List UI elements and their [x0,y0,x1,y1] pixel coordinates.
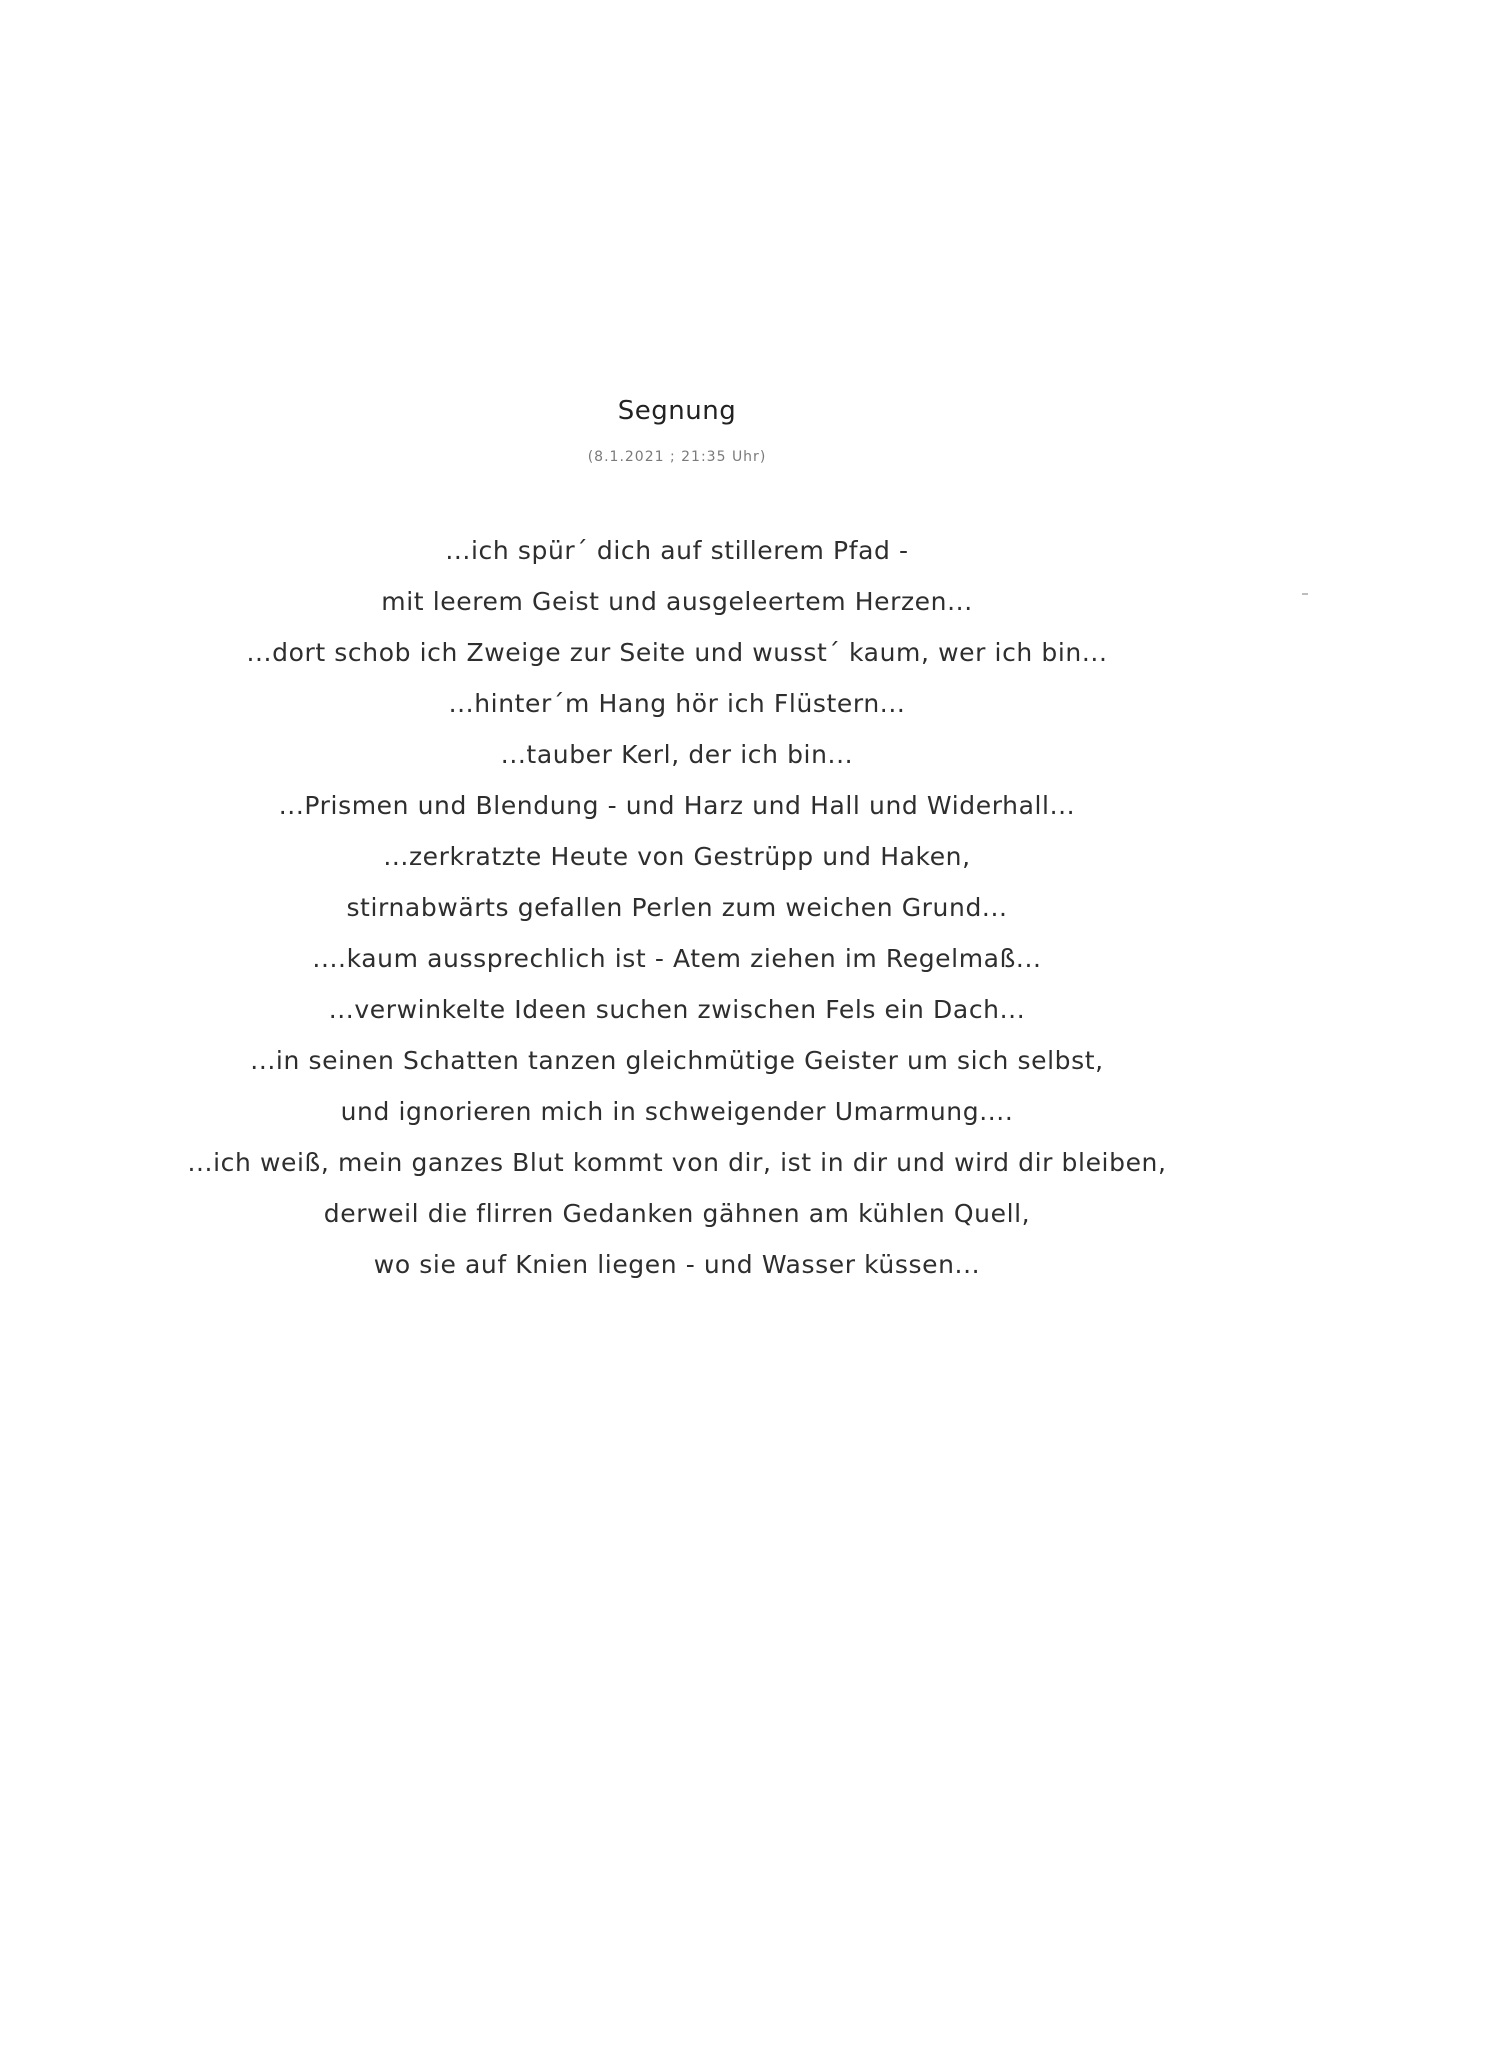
poem-line: ...zerkratzte Heute von Gestrüpp und Haken, [383,842,971,871]
poem-line: ...Prismen und Blendung - und Harz und Hall und Widerhall... [278,791,1076,820]
poem-line: ...ich weiß, mein ganzes Blut kommt von dir, ist in dir und wird dir bleiben, [187,1148,1167,1177]
poem-line: ...dort schob ich Zweige zur Seite und wusst´ kaum, wer ich bin... [246,638,1108,667]
poem-body [0,525,1354,1290]
poem-line: ....kaum aussprechlich ist - Atem ziehen im Regelmaß... [312,944,1042,973]
poem-line: wo sie auf Knien liegen - und Wasser küssen... [373,1250,981,1279]
poem-line: ...verwinkelte Ideen suchen zwischen Fels ein Dach... [328,995,1026,1024]
poem-line: ...in seinen Schatten tanzen gleichmütige Geister um sich selbst, [250,1046,1104,1075]
poem-title: Segnung [617,396,737,426]
poem-line: ...ich spür´ dich auf stillerem Pfad - [445,536,909,565]
poem-line: ...hinter´m Hang hör ich Flüstern... [448,689,906,718]
poem-line: ...tauber Kerl, der ich bin... [500,740,854,769]
poem-line: derweil die flirren Gedanken gähnen am kühlen Quell, [323,1199,1031,1228]
poem-line: mit leerem Geist und ausgeleertem Herzen... [381,587,973,616]
poem-line: und ignorieren mich in schweigender Umarmung.... [340,1097,1014,1126]
poem-line: stirnabwärts gefallen Perlen zum weichen Grund... [346,893,1008,922]
poem-date: (8.1.2021 ; 21:35 Uhr) [587,449,767,465]
